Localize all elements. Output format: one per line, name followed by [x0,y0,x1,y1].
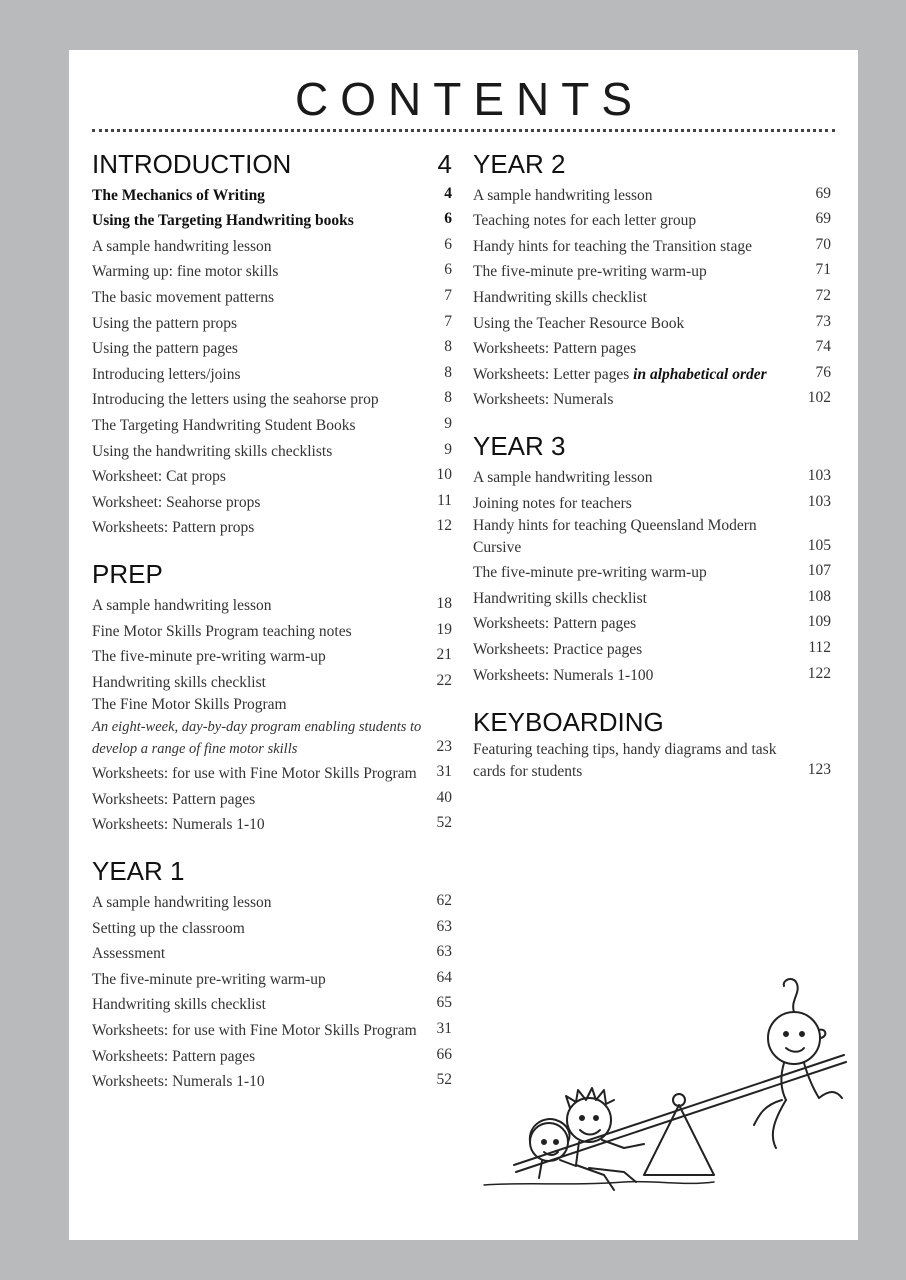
toc-entry[interactable] [473,463,831,489]
toc-entry-title: The five-minute pre-writing warm-up [92,970,326,988]
toc-entry-title: The Mechanics of Writing [92,186,265,204]
toc-entry-label [473,739,808,783]
toc-entry-page: 69 [815,184,831,202]
toc-entry[interactable] [92,694,452,760]
toc-entry-label [92,466,437,488]
toc-entry-title: Worksheets: Pattern pages [92,1047,256,1065]
toc-entry-title: Worksheets: Letter pages [473,365,630,383]
toc-entry[interactable] [92,335,452,361]
toc-entry[interactable] [473,258,831,284]
toc-entry-label [92,389,444,411]
toc-entry[interactable] [92,207,452,233]
toc-entry-page: 21 [436,646,452,664]
toc-entry-page: 62 [436,892,452,910]
toc-entry[interactable] [92,309,452,335]
toc-entry-label [473,313,816,335]
toc-entry-page: 103 [807,466,831,484]
toc-entry-title: Teaching notes for each letter group [473,212,697,230]
toc-entry[interactable] [92,488,452,514]
section-heading [473,705,831,739]
section-heading [473,429,831,463]
toc-entry-page: 63 [436,917,452,935]
toc-entry-label [92,1071,437,1093]
toc-entry[interactable] [473,207,831,233]
toc-entry[interactable] [92,258,452,284]
toc-entry-title: Worksheets: Numerals [473,391,614,409]
toc-entry-label [92,210,444,232]
toc-entry-page: 63 [436,943,452,961]
toc-entry-title: Worksheets: Numerals 1-10 [92,1073,265,1091]
toc-entry[interactable] [92,1016,452,1042]
toc-entry[interactable] [92,668,452,694]
toc-entry[interactable] [92,1042,452,1068]
seesaw-illustration [464,920,854,1220]
toc-entry-title: The basic movement patterns [92,288,275,306]
toc-entry[interactable] [473,309,831,335]
toc-entry-label [92,338,444,360]
toc-entry-label [92,943,437,965]
toc-entry[interactable] [92,437,452,463]
toc-entry-label [92,492,437,514]
toc-entry-title: Handy hints for teaching the Transition stage [473,237,752,255]
toc-entry-emphasis: in alphabetical order [633,365,767,383]
toc-entry-title: The Fine Motor Skills Program [92,695,287,713]
toc-entry-label [473,236,816,258]
toc-entry-title: Featuring teaching tips, handy diagrams and task cards for students [473,740,777,780]
toc-entry[interactable] [473,559,831,585]
right-column [473,147,831,801]
toc-section [473,705,831,783]
toc-entry-page: 73 [815,312,831,330]
section-heading-text: KEYBOARDING [473,706,664,737]
toc-entry-title: The five-minute pre-writing warm-up [92,648,326,666]
toc-entry-title: Worksheets: Pattern pages [473,615,637,633]
toc-entry-title: Fine Motor Skills Program teaching notes [92,622,352,640]
toc-entry-page: 52 [436,1071,452,1089]
toc-entry-page: 31 [436,763,452,781]
toc-entry[interactable] [92,940,452,966]
toc-entry-title: Worksheet: Seahorse props [92,493,261,511]
toc-entry-label [473,613,808,635]
toc-entry[interactable] [473,232,831,258]
toc-entry[interactable] [92,283,452,309]
toc-entry-title: A sample handwriting lesson [92,237,272,255]
toc-entry-label [92,595,437,617]
toc-entry[interactable] [92,386,452,412]
toc-entry-page: 72 [815,286,831,304]
left-column [92,147,452,1111]
section-heading-text: YEAR 3 [473,431,566,462]
toc-entry-page: 71 [815,261,831,279]
toc-entry-title: Setting up the classroom [92,919,245,937]
toc-entry-label [473,364,816,386]
toc-entry[interactable] [92,785,452,811]
toc-entry-title: Worksheets: for use with Fine Motor Skills Program [92,765,417,783]
toc-entry[interactable] [92,591,452,617]
toc-entry-label [473,639,808,661]
toc-entry-page: 8 [444,338,452,356]
toc-entry-description: An eight-week, day-by-day program enabling students to develop a range of fine motor skills [92,718,422,757]
toc-entry-title: Worksheet: Cat props [92,468,226,486]
section-heading-text: INTRODUCTION [92,149,292,179]
toc-entry-page: 122 [807,664,831,682]
toc-entry[interactable] [473,515,831,559]
toc-entry-title: Worksheets: Pattern pages [473,340,637,358]
toc-entry-title: A sample handwriting lesson [92,894,272,912]
toc-entry-page: 40 [436,788,452,806]
toc-entry-label [473,665,808,687]
toc-entry-title: A sample handwriting lesson [92,596,272,614]
toc-entry-page: 112 [808,638,831,656]
toc-section [92,854,452,1093]
toc-entry[interactable] [473,739,831,783]
toc-entry-page: 4 [444,184,452,202]
toc-entry[interactable] [92,514,452,540]
toc-entry-title: Introducing letters/joins [92,365,241,383]
toc-entry-page: 22 [436,671,452,689]
toc-entry-label [473,389,808,411]
toc-entry-page: 76 [815,363,831,381]
toc-entry-page: 11 [437,491,452,509]
section-heading [92,854,452,888]
toc-entry-label [92,1020,437,1042]
toc-entry-label [92,969,437,991]
toc-entry-label [92,789,437,811]
toc-entry[interactable] [92,991,452,1017]
toc-entry-title: Worksheets: Numerals 1-10 [92,816,265,834]
toc-entry[interactable] [473,386,831,412]
toc-entry-label [92,236,444,258]
toc-entry-page: 105 [807,536,831,554]
toc-entry-title: The Targeting Handwriting Student Books [92,416,356,434]
toc-entry-page: 102 [807,389,831,407]
toc-entry[interactable] [92,965,452,991]
page-title: CONTENTS [295,73,644,125]
section-heading-text: YEAR 1 [92,856,185,887]
toc-entry-page: 8 [444,389,452,407]
toc-entry[interactable] [473,489,831,515]
toc-entry[interactable] [92,411,452,437]
section-heading-page: 4 [437,149,452,179]
toc-entry[interactable] [92,232,452,258]
toc-entry-title: Handy hints for teaching Queensland Modern Cursive [473,516,757,556]
toc-entry-label [473,515,808,559]
toc-entry-page: 52 [436,814,452,832]
toc-entry[interactable] [92,1068,452,1094]
toc-entry-page: 7 [444,286,452,304]
toc-entry-title: Handwriting skills checklist [92,673,266,691]
toc-entry-label [473,493,808,515]
toc-entry[interactable] [473,610,831,636]
toc-entry-label [92,415,444,437]
toc-entry-page: 19 [436,620,452,638]
toc-entry[interactable] [473,181,831,207]
section-heading-text: YEAR 2 [473,149,566,179]
toc-entry[interactable] [473,635,831,661]
toc-entry-title: Worksheets: Pattern props [92,519,255,537]
toc-entry-page: 65 [436,994,452,1012]
toc-section [473,147,831,411]
toc-entry-title: Worksheets: for use with Fine Motor Skills Program [92,1022,417,1040]
toc-entry[interactable] [92,760,452,786]
toc-entry-label [92,441,444,463]
toc-entry-label [473,562,808,584]
toc-entry-label [92,994,437,1016]
toc-entry-title: Using the pattern pages [92,340,238,358]
toc-entry[interactable] [92,811,452,837]
toc-entry-label [92,814,437,836]
toc-entry-page: 64 [436,968,452,986]
dotted-divider [92,129,835,132]
toc-entry-title: A sample handwriting lesson [473,468,653,486]
toc-entry[interactable] [473,335,831,361]
toc-entry[interactable] [92,643,452,669]
toc-entry-title: Handwriting skills checklist [92,996,266,1014]
toc-entry-page: 18 [436,594,452,612]
toc-section [92,557,452,836]
toc-entry-title: Introducing the letters using the seahorse prop [92,391,379,409]
toc-section [92,147,452,539]
toc-entry-page: 123 [807,760,831,778]
toc-entry-label [92,185,444,207]
toc-entry-label [473,588,808,610]
toc-entry-title: Using the Teacher Resource Book [473,314,685,332]
toc-entry-page: 6 [444,235,452,253]
toc-entry-label [473,467,808,489]
toc-entry-label [92,621,437,643]
toc-entry-page: 8 [444,363,452,381]
toc-entry-page: 6 [444,261,452,279]
toc-entry-page: 108 [807,587,831,605]
toc-entry-title: Warming up: fine motor skills [92,263,279,281]
toc-entry-label [473,185,816,207]
toc-entry-label [473,261,816,283]
toc-entry-title: Joining notes for teachers [473,494,632,512]
toc-entry[interactable] [92,914,452,940]
toc-entry-label [92,261,444,283]
section-heading [92,147,452,181]
toc-entry-label [473,338,816,360]
toc-entry[interactable] [473,283,831,309]
toc-entry-label [473,287,816,309]
toc-entry[interactable] [473,661,831,687]
section-heading-text: PREP [92,559,163,590]
toc-entry-label [473,210,816,232]
section-heading [92,557,452,591]
contents-page [69,50,858,1240]
toc-entry[interactable] [92,463,452,489]
toc-entry[interactable] [92,617,452,643]
toc-entry-page: 70 [815,235,831,253]
section-heading [473,147,831,181]
toc-entry-title: Assessment [92,945,166,963]
toc-entry-title: Worksheets: Practice pages [473,640,643,658]
toc-entry-label [92,517,437,539]
toc-entry-label [92,646,437,668]
toc-entry-page: 7 [444,312,452,330]
toc-entry-label [92,1046,437,1068]
toc-entry-page: 23 [436,737,452,755]
toc-entry[interactable] [92,181,452,207]
toc-entry-page: 9 [444,440,452,458]
toc-entry-page: 69 [815,210,831,228]
toc-entry-page: 107 [807,562,831,580]
toc-entry-page: 74 [815,338,831,356]
toc-entry-title: A sample handwriting lesson [473,186,653,204]
toc-entry[interactable] [92,360,452,386]
toc-entry-page: 6 [444,210,452,228]
toc-entry[interactable] [473,584,831,610]
toc-entry-label [92,694,437,760]
toc-section [473,429,831,686]
toc-entry-title: Using the pattern props [92,314,238,332]
toc-entry-page: 12 [436,517,452,535]
toc-entry-title: Worksheets: Numerals 1-100 [473,666,654,684]
toc-entry-title: The five-minute pre-writing warm-up [473,263,707,281]
toc-entry-page: 103 [807,492,831,510]
toc-entry-page: 109 [807,613,831,631]
toc-entry-title: Using the Targeting Handwriting books [92,212,354,230]
toc-entry[interactable] [473,360,831,386]
toc-entry-page: 9 [444,414,452,432]
toc-entry-title: Worksheets: Pattern pages [92,790,256,808]
toc-entry-label [92,672,437,694]
toc-entry-page: 31 [436,1020,452,1038]
toc-entry-title: The five-minute pre-writing warm-up [473,564,707,582]
toc-entry-label [92,287,444,309]
toc-entry-label [92,918,437,940]
toc-entry-label [92,892,437,914]
toc-entry-title: Handwriting skills checklist [473,589,647,607]
toc-entry-page: 66 [436,1045,452,1063]
toc-entry-title: Handwriting skills checklist [473,288,647,306]
toc-entry-title: Using the handwriting skills checklists [92,442,333,460]
toc-entry-label [92,763,437,785]
toc-entry[interactable] [92,888,452,914]
toc-entry-label [92,364,444,386]
toc-entry-page: 10 [436,466,452,484]
toc-entry-label [92,313,444,335]
